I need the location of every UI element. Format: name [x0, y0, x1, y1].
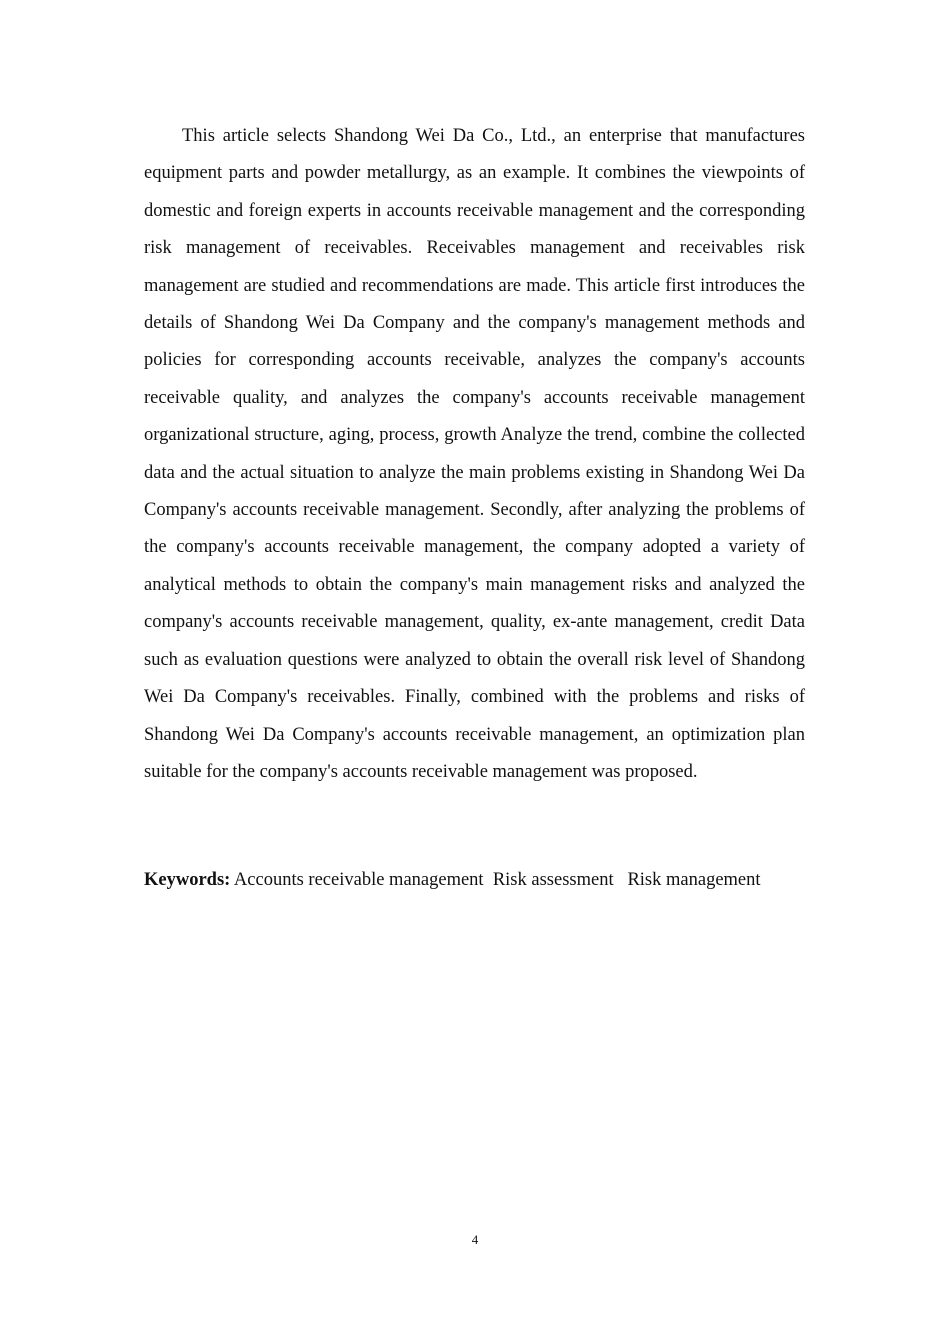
keywords-label: Keywords:: [144, 870, 231, 890]
page-number: 4: [471, 1232, 479, 1247]
keywords-line: [144, 862, 844, 899]
abstract-paragraph: This article selects Shandong Wei Da Co., Ltd., an enterprise that manufactures equipment parts and powder metallurgy, as an example. It combines the viewpoints of domestic and foreign experts in accounts receivable management and the corresponding risk management of receivables. Receivables management and receivables risk management are studied and recommendations are made. This article first introduces the details of Shandong Wei Da Company and the company's management methods and policies for corresponding accounts receivable, analyzes the company's accounts receivable quality, and analyzes the company's accounts receivable management organizational structure, aging, process, growth Analyze the trend, combine the collected data and the actual situation to analyze the main problems existing in Shandong Wei Da Company's accounts receivable management. Secondly, after analyzing the problems of the company's accounts receivable management, the company adopted a variety of analytical methods to obtain the company's main management risks and analyzed the company's accounts receivable management, quality, ex-ante management, credit Data such as evaluation questions were analyzed to obtain the overall risk level of Shandong Wei Da Company's receivables. Finally, combined with the problems and risks of Shandong Wei Da Company's accounts receivable management, an optimization plan suitable for the company's accounts receivable management was proposed.: [144, 126, 805, 782]
keywords-values: Accounts receivable management Risk assessment Risk management: [230, 870, 761, 890]
